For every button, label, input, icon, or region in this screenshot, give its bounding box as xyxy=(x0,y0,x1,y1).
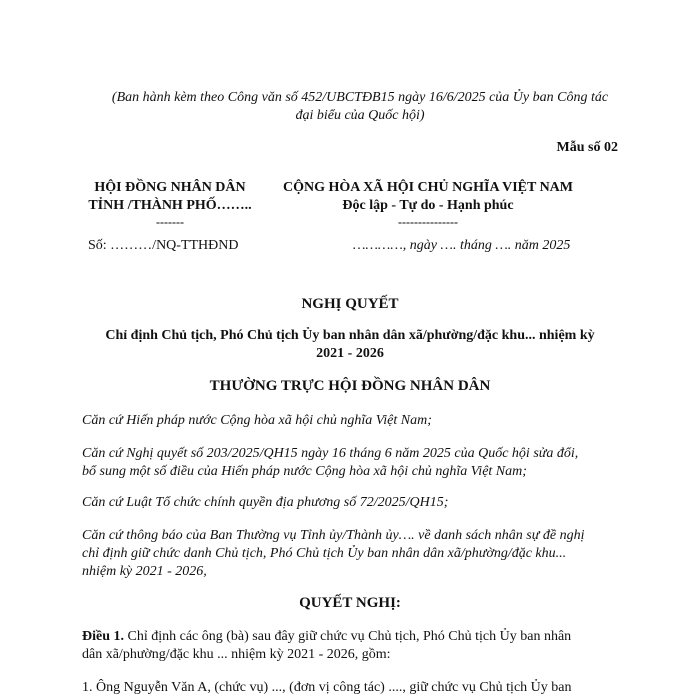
article-1-line-2: dân xã/phường/đặc khu ... nhiệm kỳ 2021 - 2026, gồm: xyxy=(82,647,391,662)
legal-basis-1: Căn cứ Hiến pháp nước Cộng hòa xã hội chủ nghĩa Việt Nam; xyxy=(82,413,432,428)
legal-basis-2 xyxy=(82,445,622,481)
national-heading-line-1: CỘNG HÒA XÃ HỘI CHỦ NGHĨA VIỆT NAM xyxy=(282,180,573,195)
legal-basis-2-line-2: bổ sung một số điều của Hiến pháp nước Cộng hòa xã hội chủ nghĩa Việt Nam; xyxy=(82,464,527,479)
national-heading-block xyxy=(258,179,598,229)
national-heading-line-2: Độc lập - Tự do - Hạnh phúc xyxy=(342,198,514,213)
legal-basis-2-line-1: Căn cứ Nghị quyết số 203/2025/QH15 ngày 16 tháng 6 năm 2025 của Quốc hội sửa đổi, xyxy=(82,446,579,461)
issuer-dash: ------- xyxy=(156,215,184,229)
article-1-text: Chỉ định các ông (bà) sau đây giữ chức vụ Chủ tịch, Phó Chủ tịch Ủy ban nhân xyxy=(124,629,572,644)
legal-basis-4-line-1: Căn cứ thông báo của Ban Thường vụ Tỉnh ủy/Thành ủy…. về danh sách nhân sự đề nghị xyxy=(82,528,585,543)
article-1-label: Điều 1. xyxy=(82,629,124,644)
national-heading-dash: --------------- xyxy=(398,215,458,229)
issuance-note-line-1: (Ban hành kèm theo Công văn số 452/UBCTĐB15 ngày 16/6/2025 của Ủy ban Công tác xyxy=(111,90,609,105)
appointee-item-1: 1. Ông Nguyễn Văn A, (chức vụ) ..., (đơn vị công tác) ...., giữ chức vụ Chủ tịch Ủy ban xyxy=(82,680,572,695)
issuance-note-line-2: đại biểu của Quốc hội) xyxy=(295,108,425,123)
legal-basis-3: Căn cứ Luật Tổ chức chính quyền địa phương số 72/2025/QH15; xyxy=(82,495,449,510)
legal-basis-4-line-3: nhiệm kỳ 2021 - 2026, xyxy=(82,564,207,579)
document-number: Số: ………/NQ-TTHĐND xyxy=(88,238,239,253)
document-subtitle-line-2: 2021 - 2026 xyxy=(316,346,384,361)
document-title: NGHỊ QUYẾT xyxy=(301,296,399,312)
issuance-note xyxy=(70,89,650,125)
issuing-authority: THƯỜNG TRỰC HỘI ĐỒNG NHÂN DÂN xyxy=(209,378,491,394)
legal-basis-4 xyxy=(82,527,622,581)
form-number: Mẫu số 02 xyxy=(556,140,618,155)
issuer-block xyxy=(60,179,280,229)
document-subtitle xyxy=(80,327,620,363)
article-1 xyxy=(82,628,622,664)
issuer-line-2: TỈNH /THÀNH PHỐ…….. xyxy=(88,198,252,213)
document-date: …………, ngày …. tháng …. năm 2025 xyxy=(353,238,571,253)
decision-heading: QUYẾT NGHỊ: xyxy=(299,595,401,611)
issuer-line-1: HỘI ĐỒNG NHÂN DÂN xyxy=(94,180,246,195)
article-1-line-1 xyxy=(82,628,622,646)
legal-basis-4-line-2: chỉ định giữ chức danh Chủ tịch, Phó Chủ tịch Ủy ban nhân dân xã/phường/đặc khu... xyxy=(82,546,567,561)
document-subtitle-line-1: Chỉ định Chủ tịch, Phó Chủ tịch Ủy ban nhân dân xã/phường/đặc khu... nhiệm kỳ xyxy=(105,328,595,343)
